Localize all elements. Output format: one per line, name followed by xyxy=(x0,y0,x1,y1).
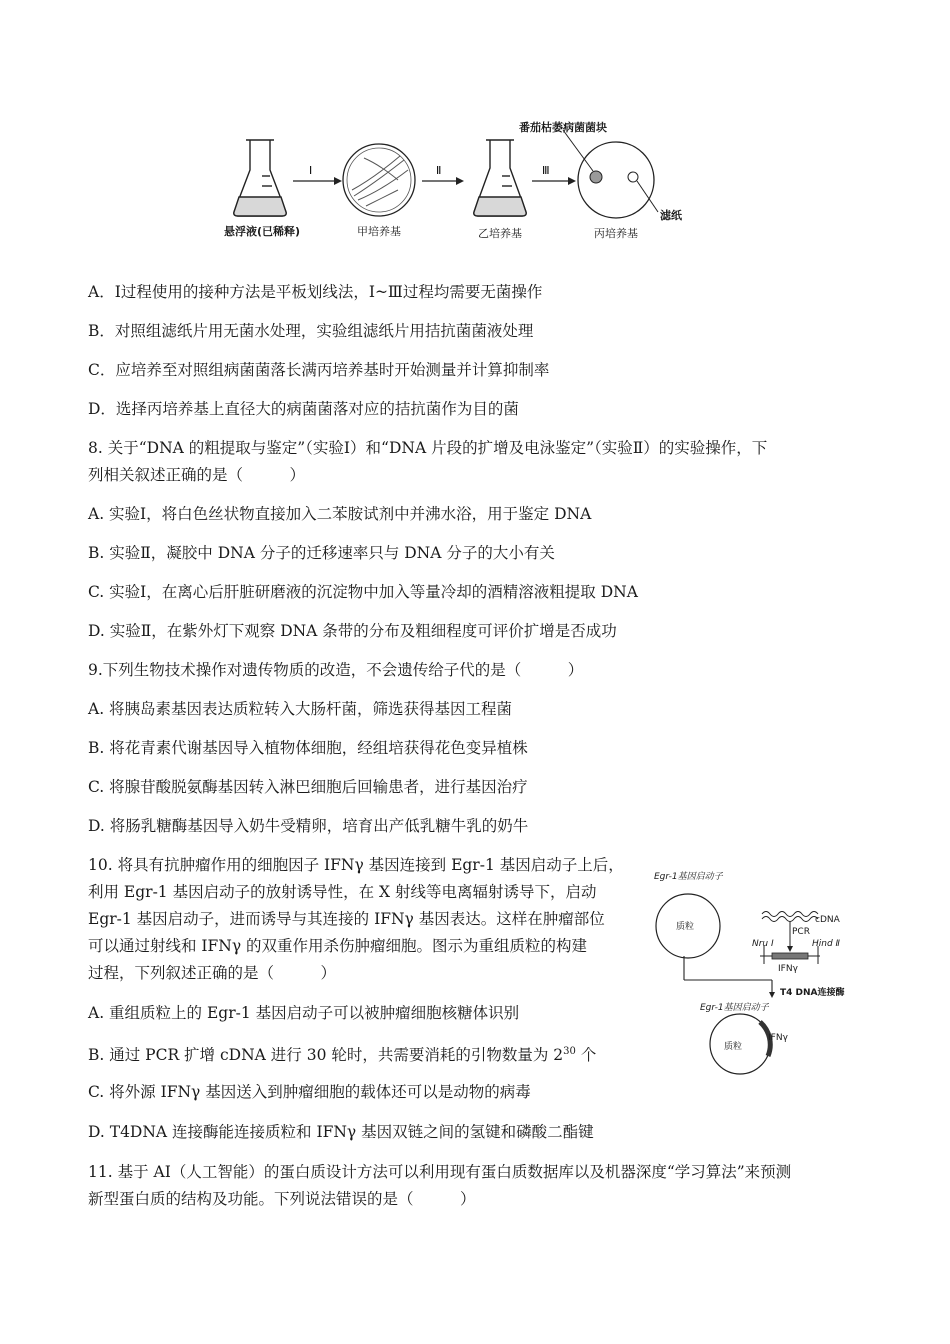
q7-option-c: C．应培养至对照组病菌菌落长满丙培养基时开始测量并计算抑制率 xyxy=(88,361,550,379)
medium-jia-label: 甲培养基 xyxy=(357,225,401,238)
q10-cdna-label: cDNA xyxy=(815,915,840,925)
plate-bing xyxy=(563,130,658,218)
q9-option-a: A. 将胰岛素基因表达质粒转入大肠杆菌，筛选获得基因工程菌 xyxy=(88,700,513,718)
q8-stem-line1: 8. 关于“DNA 的粗提取与鉴定”（实验Ⅰ）和“DNA 片段的扩增及电泳鉴定”（实验Ⅱ）的实验操作，下 xyxy=(88,439,768,457)
q10-ifn-label: IFNγ xyxy=(778,964,798,974)
q9-option-d: D. 将肠乳糖酶基因导入奶牛受精卵，培育出产低乳糖牛乳的奶牛 xyxy=(88,817,529,835)
q10-stem-line5: 过程，下列叙述正确的是（ ） xyxy=(88,964,337,982)
q10-stem-line3: Egr-1 基因启动子，进而诱导与其连接的 IFNγ 基因表达。这样在肿瘤部位 xyxy=(88,910,605,928)
q10-ifn2-label: IFNγ xyxy=(768,1033,788,1043)
q10-option-a: A. 重组质粒上的 Egr-1 基因启动子可以被肿瘤细胞核糖体识别 xyxy=(88,1004,520,1022)
q8-stem-line2: 列相关叙述正确的是（ ） xyxy=(88,466,306,484)
q7-option-d: D．选择丙培养基上直径大的病菌菌落对应的拮抗菌作为目的菌 xyxy=(88,400,519,418)
q8-option-a: A. 实验Ⅰ，将白色丝状物直接加入二苯胺试剂中并沸水浴，用于鉴定 DNA xyxy=(88,505,592,523)
q10-promoter-label-bottom: Egr-1基因启动子 xyxy=(700,1003,769,1013)
q10-hind-label: Hind Ⅱ xyxy=(812,939,840,949)
flask-yi xyxy=(474,140,526,216)
q8-option-d: D. 实验Ⅱ，在紫外灯下观察 DNA 条带的分布及粗细程度可评价扩增是否成功 xyxy=(88,622,617,640)
medium-yi-label: 乙培养基 xyxy=(478,227,522,240)
step-3-label: Ⅲ xyxy=(542,164,550,177)
flask-suspension xyxy=(234,140,286,216)
q10-pcr-label: PCR xyxy=(792,927,810,937)
culture-figure xyxy=(0,0,950,250)
q7-option-b: B．对照组滤纸片用无菌水处理，实验组滤纸片用拮抗菌菌液处理 xyxy=(88,322,534,340)
plasmid-construction-figure xyxy=(640,866,880,1086)
step-2-label: Ⅱ xyxy=(436,164,442,177)
q10-stem-line1: 10. 将具有抗肿瘤作用的细胞因子 IFNγ 基因连接到 Egr-1 基因启动子上后， xyxy=(88,856,624,874)
q10-plasmid-label: 质粒 xyxy=(676,922,695,932)
plate-jia xyxy=(343,144,415,216)
q10-option-c: C. 将外源 IFNγ 基因送入到肿瘤细胞的载体还可以是动物的病毒 xyxy=(88,1083,531,1101)
q10-option-b: B. 通过 PCR 扩增 cDNA 进行 30 轮时，共需要消耗的引物数量为 $2^{30}$ 个 xyxy=(88,1046,597,1065)
q10-ligase-label: T4 DNA连接酶 xyxy=(780,988,845,998)
q10-stem-line2: 利用 Egr-1 基因启动子的放射诱导性，在 X 射线等电离辐射诱导下，启动 xyxy=(88,883,597,901)
q9-option-c: C. 将腺苷酸脱氨酶基因转入淋巴细胞后回输患者，进行基因治疗 xyxy=(88,778,528,796)
q11-stem-line1: 11. 基于 AI（人工智能）的蛋白质设计方法可以利用现有蛋白质数据库以及机器深度“学习算法”来预测 xyxy=(88,1163,792,1181)
q8-option-b: B. 实验Ⅱ，凝胶中 DNA 分子的迁移速率只与 DNA 分子的大小有关 xyxy=(88,544,555,562)
step-1-label: Ⅰ xyxy=(309,164,313,177)
q7-option-a: A．Ⅰ过程使用的接种方法是平板划线法，Ⅰ~Ⅲ过程均需要无菌操作 xyxy=(88,283,543,301)
q9-stem: 9.下列生物技术操作对遗传物质的改造，不会遗传给子代的是（ ） xyxy=(88,661,584,679)
q10-nru-label: Nru Ⅰ xyxy=(752,939,774,949)
q10-plasmid2-label: 质粒 xyxy=(724,1042,743,1052)
arrow-step-2 xyxy=(422,177,464,185)
arrow-step-1 xyxy=(293,177,342,185)
q11-stem-line2: 新型蛋白质的结构及功能。下列说法错误的是（ ） xyxy=(88,1190,476,1208)
q9-option-b: B. 将花青素代谢基因导入植物体细胞，经组培获得花色变异植株 xyxy=(88,739,528,757)
filter-paper-label: 滤纸 xyxy=(660,209,682,222)
fungus-block-label: 番茄枯萎病菌菌块 xyxy=(519,121,607,134)
q10-stem-line4: 可以通过射线和 IFNγ 的双重作用杀伤肿瘤细胞。图示为重组质粒的构建 xyxy=(88,937,588,955)
q10-promoter-label-top: Egr-1基因启动子 xyxy=(654,872,723,882)
medium-bing-label: 丙培养基 xyxy=(594,227,638,240)
suspension-label: 悬浮液(已稀释) xyxy=(224,225,301,238)
q10-option-d: D. T4DNA 连接酶能连接质粒和 IFNγ 基因双链之间的氢键和磷酸二酯键 xyxy=(88,1123,594,1141)
arrow-step-3 xyxy=(532,177,576,185)
q8-option-c: C. 实验Ⅰ，在离心后肝脏研磨液的沉淀物中加入等量冷却的酒精溶液粗提取 DNA xyxy=(88,583,638,601)
